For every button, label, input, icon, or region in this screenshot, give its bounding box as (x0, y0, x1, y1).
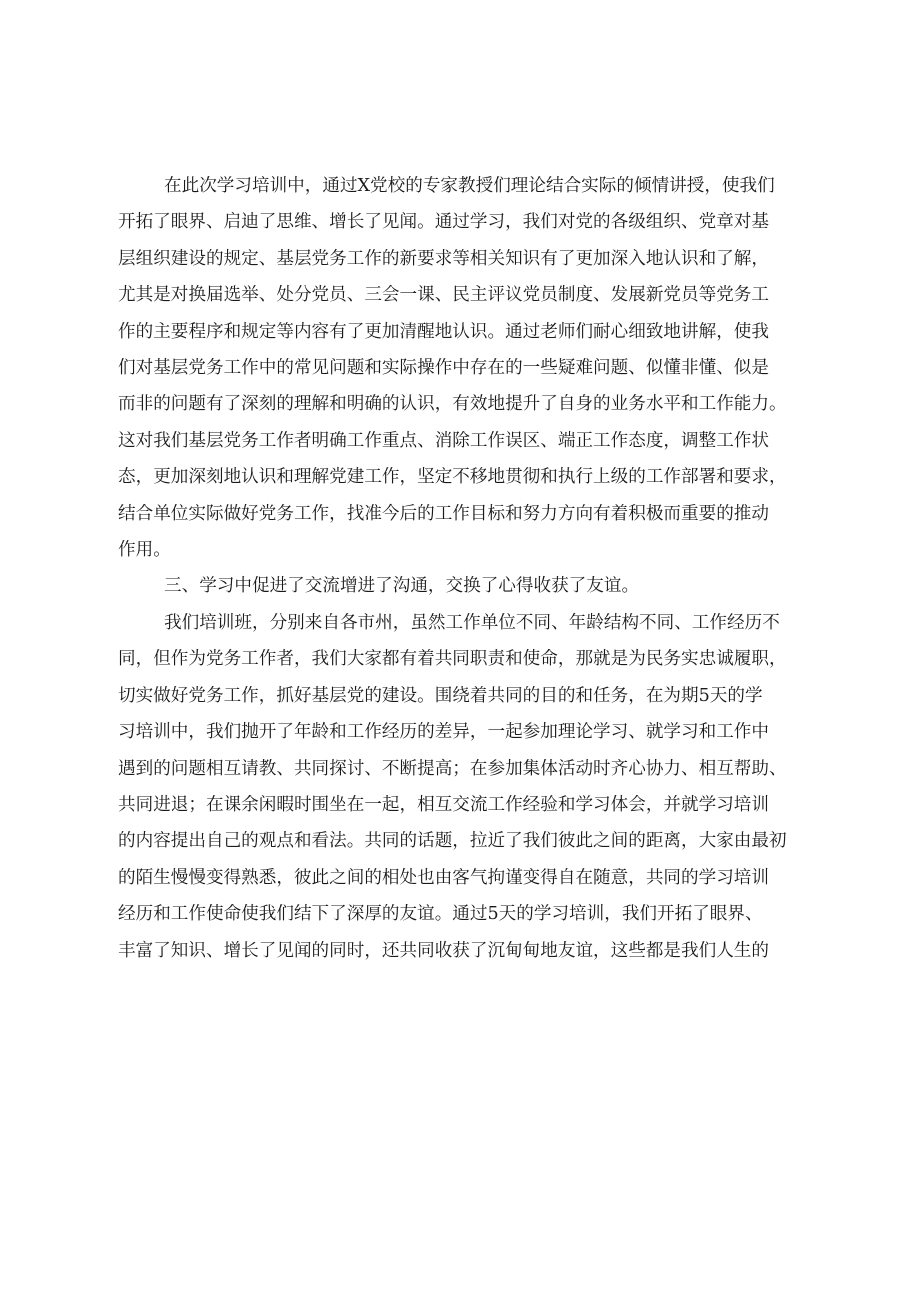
text-line: 们对基层党务工作中的常见问题和实际操作中存在的一些疑难问题、似懂非懂、似是 (118, 358, 769, 379)
text-line: 我们培训班，分别来自各市州，虽然工作单位不同、年龄结构不同、工作经历不 (164, 612, 780, 633)
text-line: 开拓了眼界、启迪了思维、增长了见闻。通过学习，我们对党的各级组织、党章对基 (118, 212, 769, 233)
document-body (118, 168, 832, 969)
text-line: 层组织建设的规定、基层党务工作的新要求等相关知识有了更加深入地认识和了解， (118, 248, 769, 269)
text-line: 丰富了知识、增长了见闻的同时，还共同收获了沉甸甸地友谊，这些都是我们人生的 (118, 940, 769, 961)
text-line: 经历和工作使命使我们结下了深厚的友谊。通过5天的学习培训，我们开拓了眼界、 (118, 904, 763, 925)
text-line: 尤其是对换届选举、处分党员、三会一课、民主评议党员制度、发展新党员等党务工 (118, 285, 769, 306)
text-line: 同，但作为党务工作者，我们大家都有着共同职责和使命，那就是为民务实忠诚履职， (118, 649, 787, 670)
text-line: 共同进退；在课余闲暇时围坐在一起，相互交流工作经验和学习体会，并就学习培训 (118, 794, 769, 815)
text-line: 结合单位实际做好党务工作，找准今后的工作目标和努力方向有着积极而重要的推动 (118, 503, 769, 524)
text-line: 遇到的问题相互请教、共同探讨、不断提高；在参加集体活动时齐心协力、相互帮助、 (118, 758, 787, 779)
text-line: 的内容提出自己的观点和看法。共同的话题，拉近了我们彼此之间的距离，大家由最初 (118, 831, 787, 852)
text-line: 作的主要程序和规定等内容有了更加清醒地认识。通过老师们耐心细致地讲解，使我 (118, 321, 769, 342)
text-line: 切实做好党务工作，抓好基层党的建设。围绕着共同的目的和任务，在为期5天的学 (118, 685, 763, 706)
text-line: 在此次学习培训中，通过X党校的专家教授们理论结合实际的倾情讲授，使我们 (164, 176, 775, 196)
text-line: 的陌生慢慢变得熟悉，彼此之间的相处也由客气拘谨变得自在随意，共同的学习培训 (118, 867, 769, 888)
text-line: 这对我们基层党务工作者明确工作重点、消除工作误区、端正工作态度，调整工作状 (118, 430, 769, 451)
text-line: 态，更加深刻地认识和理解党建工作，坚定不移地贯彻和执行上级的工作部署和要求， (118, 467, 787, 488)
section-heading-three (118, 568, 832, 604)
text-line: 而非的问题有了深刻的理解和明确的认识，有效地提升了自身的业务水平和工作能力。 (118, 394, 787, 415)
text-line: 习培训中，我们抛开了年龄和工作经历的差异，一起参加理论学习、就学习和工作中 (118, 722, 769, 743)
section-heading-text: 三、学习中促进了交流增进了沟通，交换了心得收获了友谊。 (164, 576, 640, 597)
paragraph-friendship (118, 605, 832, 969)
text-line: 作用。 (118, 540, 171, 561)
paragraph-training-gains (118, 168, 832, 568)
